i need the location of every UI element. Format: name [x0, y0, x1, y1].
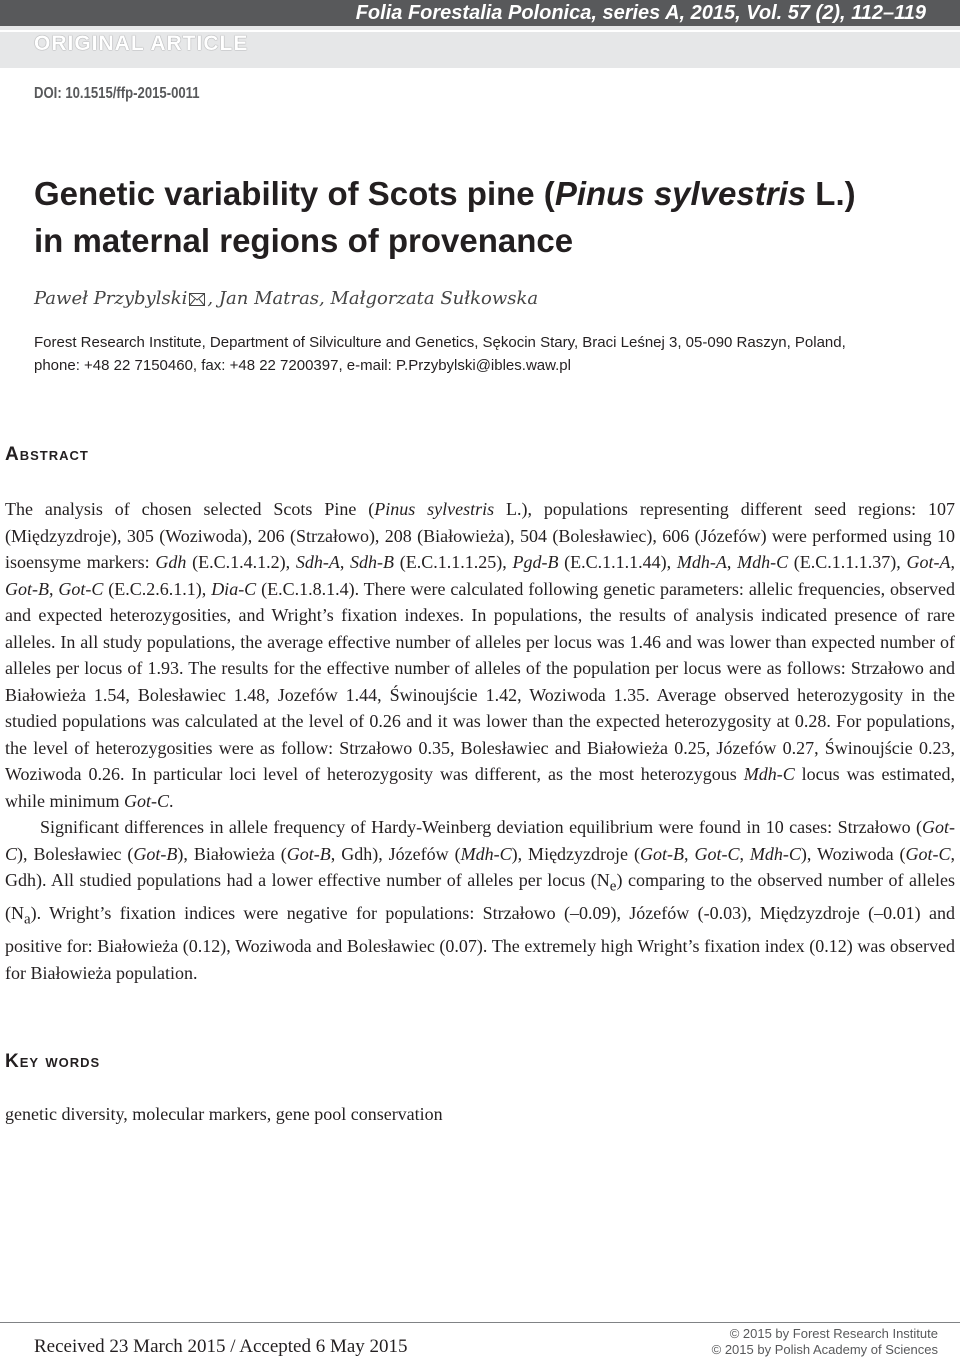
journal-reference: Folia Forestalia Polonica, series A, 2015, Vol. 57 (2), 112–119: [355, 2, 926, 24]
keywords-list: genetic diversity, molecular markers, gene pool conservation: [5, 1104, 443, 1124]
title-part-2: L.): [806, 175, 856, 212]
affiliation-line-2: phone: +48 22 7150460, fax: +48 22 7200397, e-mail: P.Przybylski@ibles.waw.pl: [34, 357, 571, 374]
abstract-paragraph-2: Significant differences in allele frequency of Hardy-Weinberg deviation equilibrium were found in 10 cases: Strzałowo (Got-C), Bolesławiec (Got-B), Białowieża (Got-B, Gdh), Józefów (Mdh-C), Międzyzdroje (Got-B, Got-C, Mdh-C), Woziwoda (Got-C, Gdh). All studied populations had a lower effective number of alleles per locus $(N_e)$ comparing to the observed number of alleles $(N_a)$. Wright’s fixation indices were negative for populations: Strzałowo (–0.09), Józefów (-0.03), Międzyzdroje (–0.01) and positive for: Białowieża (0.12), Woziwoda and Bolesławiec (0.07). The extremely high Wright’s fixation index (0.12) was observed for Białowieża population.: [5, 817, 956, 983]
title-species: Pinus sylvestris: [554, 175, 807, 212]
title-part-1: Genetic variability of Scots pine (: [34, 175, 555, 212]
abstract-body: [5, 496, 955, 986]
article-type-label: ORIGINAL ARTICLE: [34, 32, 249, 55]
envelope-icon[interactable]: [189, 290, 205, 311]
affiliation-line-1: Forest Research Institute, Department of Silviculture and Genetics, Sękocin Stary, Braci Leśnej 3, 05-090 Raszyn, Poland,: [34, 334, 846, 351]
abstract-heading: Abstract: [5, 444, 89, 465]
abstract-paragraph-1: The analysis of chosen selected Scots Pine (Pinus sylvestris L.), populations representing different seed regions: 107 (Międzyzdroje), 305 (Woziwoda), 206 (Strzałowo), 208 (Białowieża), 504 (Bolesławiec), 606 (Józefów) were performed using 10 isoensyme markers: Gdh (E.C.1.4.1.2), Sdh-A, Sdh-B (E.C.1.1.1.25), Pgd-B (E.C.1.1.1.44), Mdh-A, Mdh-C (E.C.1.1.1.37), Got-A, Got-B, Got-C (E.C.2.6.1.1), Dia-C (E.C.1.8.1.4). There were calculated following genetic parameters: allelic frequencies, observed and expected heterozygosities, and Wright’s fixation indexes. In populations, the results of analysis indicated presence of rare alleles. In all study populations, the average effective number of alleles per locus was 1.46 and was lower than expected number of alleles per locus of 1.93. The results for the effective number of alleles of the population per locus were as follows: Strzałowo and Białowieża 1.54, Bolesławiec 1.48, Jozefów 1.44, Świnoujście 1.42, Woziwoda 1.35. Average observed heterozygosity in the studied populations was calculated at the level of 0.26 and it was lower than the expected heterozygosity at 0.28. For populations, the level of heterozygosities were as follow: Strzałowo 0.35, Bolesławiec and Białowieża 0.25, Józefów 0.27, Świnoujście 0.23, Woziwoda 0.26. In particular loci level of heterozygosity was different, as the most heterozygous Mdh-C locus was estimated, while minimum Got-C.: [5, 499, 956, 811]
copyright-line-2: © 2015 by Polish Academy of Sciences: [711, 1342, 938, 1357]
author-corresponding: Paweł Przybylski: [34, 288, 188, 309]
footer-divider: [0, 1322, 960, 1323]
keywords-heading: Key words: [5, 1051, 101, 1072]
author-others: , Jan Matras, Małgorzata Sułkowska: [207, 288, 539, 309]
affiliation: [34, 331, 954, 377]
author-list: [34, 288, 538, 311]
copyright-notice: [712, 1326, 938, 1358]
copyright-line-1: © 2015 by Forest Research Institute: [729, 1326, 938, 1341]
doi-label[interactable]: DOI: 10.1515/ffp-2015-0011: [34, 85, 200, 102]
paper-title: [34, 170, 934, 264]
title-line-2: in maternal regions of provenance: [34, 222, 574, 259]
received-dates: Received 23 March 2015 / Accepted 6 May 2015: [34, 1336, 408, 1357]
